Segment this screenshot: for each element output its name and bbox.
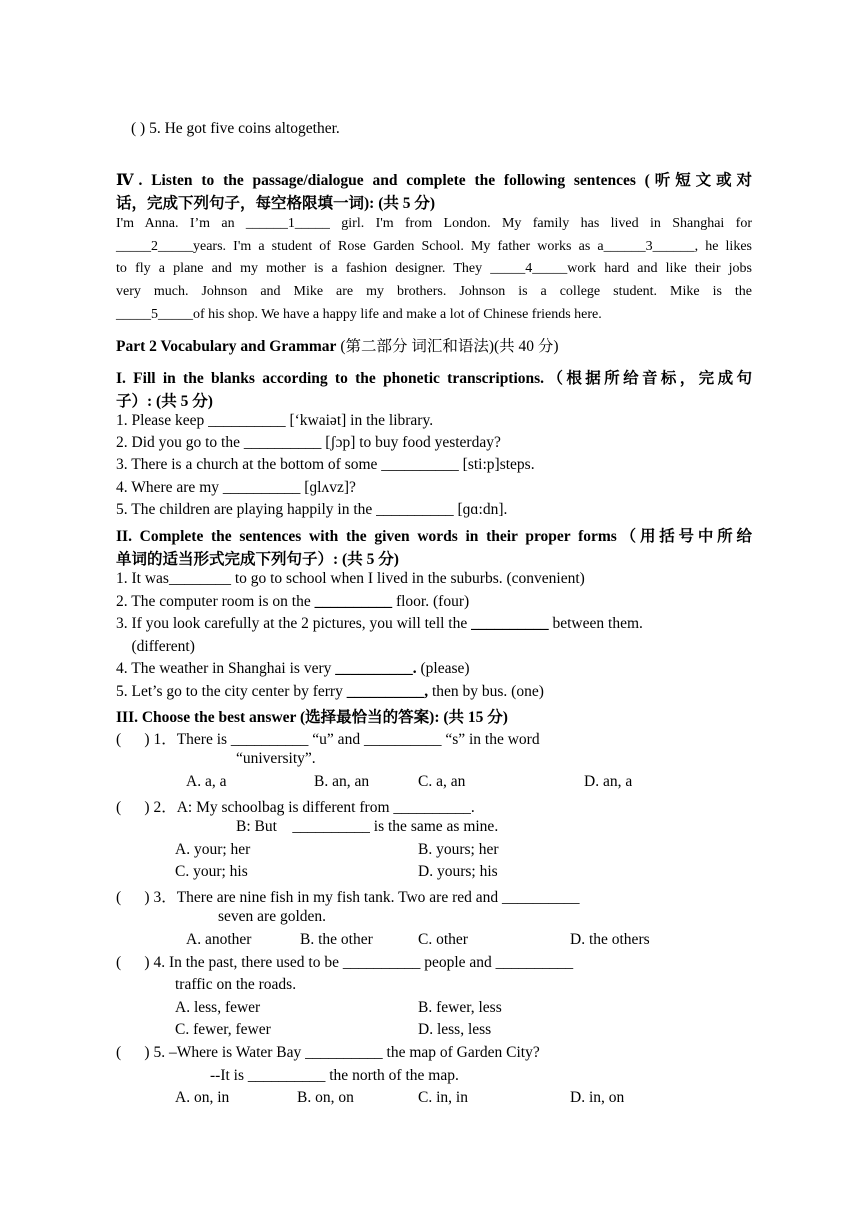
part-title-en: Part 2 Vocabulary and Grammar <box>116 338 337 355</box>
part-title <box>116 334 559 356</box>
section-heading: Ⅳ. Listen to the passage/dialogue and complete the following sentences (听短文或对 <box>116 172 752 189</box>
item-text: 1. It was________ to go to school when I lived in the suburbs. (convenient) <box>116 570 585 587</box>
answer-blank: __________. <box>335 660 417 677</box>
question-item <box>116 683 544 701</box>
answer-blank: __________ <box>314 593 393 610</box>
question-stem-continuation: --It is __________ the north of the map. <box>210 1067 459 1084</box>
question-stem-continuation: seven are golden. <box>218 908 327 925</box>
section-heading: I. Fill in the blanks according to the phonetic transcriptions.（根据所给音标，完成句 <box>116 370 752 387</box>
question-stem: ( ) 5. –Where is Water Bay __________ the map of Garden City? <box>116 1044 540 1061</box>
option-c: C. other <box>418 931 468 948</box>
question-stem: ( ) 4. In the past, there used to be __________ people and __________ <box>116 954 574 971</box>
option-c: C. fewer, fewer <box>175 1021 271 1038</box>
section-heading: II. Complete the sentences with the given words in their proper forms（用括号中所给 <box>116 528 752 545</box>
item-text: floor. (four) <box>392 593 470 610</box>
section-heading: 子）: (共 5 分) <box>116 393 213 410</box>
option-b: B. an, an <box>314 773 370 790</box>
option-c: C. in, in <box>418 1089 468 1106</box>
answer-blank: __________ <box>471 615 549 632</box>
question-stem: ( ) 1．There is __________ “u” and __________ “s” in the word <box>116 731 540 748</box>
answer-blank: __________, <box>346 683 429 700</box>
option-b: B. yours; her <box>418 841 499 858</box>
question-stem-continuation: “university”. <box>236 750 316 767</box>
item-text: between them. <box>548 615 643 632</box>
item-text: 5. Let’s go to the city center by ferry <box>116 683 347 700</box>
section-heading: 单词的适当形式完成下列句子）: (共 5 分) <box>116 551 399 568</box>
passage-line: _____2_____years. I'm a student of Rose Garden School. My father works as a______3______, he likes <box>116 239 752 254</box>
passage-line: I'm Anna. I’m an ______1_____ girl. I'm from London. My family has lived in Shanghai for <box>116 216 752 231</box>
option-c: C. your; his <box>175 863 248 880</box>
question-stem-continuation: B: But __________ is the same as mine. <box>236 818 499 835</box>
question-stem-continuation: traffic on the roads. <box>175 976 297 993</box>
option-a: A. on, in <box>175 1089 230 1106</box>
passage-line: _____5_____of his shop. We have a happy life and make a lot of Chinese friends here. <box>116 307 602 322</box>
question-item: 2. Did you go to the __________ [ʃɔp] to buy food yesterday? <box>116 434 501 451</box>
option-d: D. the others <box>570 931 650 948</box>
option-a: A. less, fewer <box>175 999 261 1016</box>
option-d: D. yours; his <box>418 863 498 880</box>
question-item <box>116 570 585 588</box>
question-item <box>116 660 470 678</box>
question-stem: ( ) 3．There are nine fish in my fish tank. Two are red and __________ <box>116 889 580 906</box>
option-a: A. your; her <box>175 841 251 858</box>
question-item: 3. There is a church at the bottom of some __________ [sti:p]steps. <box>116 456 535 473</box>
option-b: B. the other <box>300 931 373 948</box>
section-heading: 话，完成下列句子，每空格限填一词): (共 5 分) <box>116 195 436 212</box>
question-item <box>116 615 643 633</box>
question-item <box>116 593 469 611</box>
question-item: 4. Where are my __________ [ɡlʌvz]? <box>116 479 356 496</box>
question-item: 1. Please keep __________ [‘kwaiət] in the library. <box>116 412 434 429</box>
option-d: D. an, a <box>584 773 633 790</box>
item-text: 2. The computer room is on the <box>116 593 315 610</box>
option-a: A. another <box>186 931 252 948</box>
question-stem: ( ) 2．A: My schoolbag is different from __________. <box>116 799 475 816</box>
option-b: B. fewer, less <box>418 999 502 1016</box>
passage-line: to fly a plane and my mother is a fashion designer. They _____4_____work hard and like their jobs <box>116 261 752 276</box>
item-text: 3. If you look carefully at the 2 pictures, you will tell the <box>116 615 472 632</box>
question-item: ( ) 5. He got five coins altogether. <box>131 120 340 137</box>
option-b: B. on, on <box>297 1089 354 1106</box>
item-text: (please) <box>416 660 470 677</box>
item-text: then by bus. (one) <box>428 683 544 700</box>
option-a: A. a, a <box>186 773 227 790</box>
option-c: C. a, an <box>418 773 466 790</box>
option-d: D. in, on <box>570 1089 625 1106</box>
question-item-continuation: (different) <box>116 638 195 655</box>
question-item: 5. The children are playing happily in the __________ [ɡɑ:dn]. <box>116 501 508 518</box>
part-title-cn: (第二部分 词汇和语法)(共 40 分) <box>336 338 559 355</box>
option-d: D. less, less <box>418 1021 492 1038</box>
item-text: 4. The weather in Shanghai is very <box>116 660 336 677</box>
section-heading: III. Choose the best answer (选择最恰当的答案): (共 15 分) <box>116 709 508 726</box>
passage-line: very much. Johnson and Mike are my brothers. Johnson is a college student. Mike is the <box>116 284 752 299</box>
